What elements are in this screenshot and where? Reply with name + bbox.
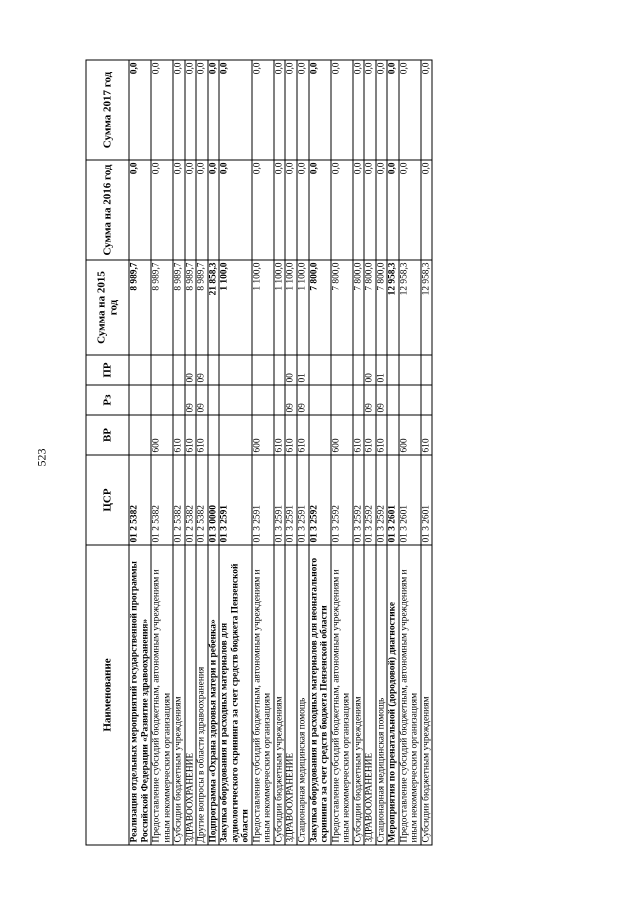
cell-vr: 610 xyxy=(296,415,308,455)
header-rz: Рз xyxy=(86,385,129,415)
budget-table xyxy=(85,59,432,845)
cell-sum-2015: 7 800,0 xyxy=(375,260,387,355)
cell-rz: 09 xyxy=(184,385,196,415)
cell-sum-2016: 0,0 xyxy=(151,160,173,260)
cell-sum-2017: 0,0 xyxy=(330,60,352,160)
cell-pr: 01 xyxy=(375,355,387,385)
cell-sum-2017: 0,0 xyxy=(219,60,252,160)
cell-name: Реализация отдельных мероприятий государственной программы Российской Федерации «Развитие здравоохранения» xyxy=(129,545,151,845)
cell-name: Подпрограмма «Охрана здоровья матери и ребенка» xyxy=(207,545,219,845)
cell-rz xyxy=(173,385,185,415)
cell-sum-2015: 21 858,3 xyxy=(207,260,219,355)
cell-sum-2017: 0,0 xyxy=(375,60,387,160)
cell-vr: 610 xyxy=(184,415,196,455)
cell-sum-2016: 0,0 xyxy=(375,160,387,260)
header-sum-2016: Сумма на 2016 год xyxy=(86,160,129,260)
header-name: Наименование xyxy=(86,545,129,845)
cell-sum-2017: 0,0 xyxy=(251,60,273,160)
table-row xyxy=(387,60,399,845)
cell-sum-2017: 0,0 xyxy=(207,60,219,160)
cell-pr xyxy=(251,355,273,385)
cell-name: Субсидии бюджетным учреждениям xyxy=(173,545,185,845)
cell-sum-2016: 0,0 xyxy=(398,160,420,260)
cell-sum-2015: 8 989,7 xyxy=(173,260,185,355)
cell-pr xyxy=(398,355,420,385)
cell-sum-2015: 1 100,0 xyxy=(251,260,273,355)
cell-csr: 01 3 2592 xyxy=(364,455,376,545)
cell-sum-2016: 0,0 xyxy=(219,160,252,260)
cell-vr: 600 xyxy=(251,415,273,455)
cell-sum-2015: 8 989,7 xyxy=(184,260,196,355)
header-csr: ЦСР xyxy=(86,455,129,545)
cell-sum-2016: 0,0 xyxy=(352,160,364,260)
cell-sum-2015: 8 989,7 xyxy=(196,260,208,355)
cell-csr: 01 2 5382 xyxy=(196,455,208,545)
cell-csr: 01 3 2601 xyxy=(398,455,420,545)
rotated-page xyxy=(85,60,555,845)
cell-sum-2016: 0,0 xyxy=(308,160,330,260)
cell-name: Стационарная медицинская помощь xyxy=(296,545,308,845)
cell-sum-2015: 1 100,0 xyxy=(296,260,308,355)
cell-sum-2016: 0,0 xyxy=(129,160,151,260)
cell-pr: 00 xyxy=(285,355,297,385)
cell-sum-2017: 0,0 xyxy=(273,60,285,160)
table-row xyxy=(173,60,185,845)
cell-vr xyxy=(219,415,252,455)
cell-csr: 01 3 2591 xyxy=(285,455,297,545)
cell-sum-2015: 7 800,0 xyxy=(308,260,330,355)
cell-rz xyxy=(352,385,364,415)
cell-vr: 600 xyxy=(398,415,420,455)
cell-rz xyxy=(308,385,330,415)
header-vr: ВР xyxy=(86,415,129,455)
cell-name: Субсидии бюджетным учреждениям xyxy=(420,545,432,845)
cell-rz xyxy=(387,385,399,415)
table-row xyxy=(219,60,252,845)
cell-csr: 01 3 2601 xyxy=(387,455,399,545)
cell-csr: 01 3 2601 xyxy=(420,455,432,545)
cell-name: Закупка оборудования и расходных материалов для аудиологического скрининга за счет средств бюджета Пензенской области xyxy=(219,545,252,845)
cell-name: Другие вопросы в области здравоохранения xyxy=(196,545,208,845)
cell-pr xyxy=(308,355,330,385)
cell-csr: 01 3 2592 xyxy=(375,455,387,545)
cell-sum-2017: 0,0 xyxy=(129,60,151,160)
cell-sum-2016: 0,0 xyxy=(420,160,432,260)
cell-rz: 09 xyxy=(364,385,376,415)
cell-vr: 600 xyxy=(151,415,173,455)
cell-pr: 01 xyxy=(296,355,308,385)
cell-sum-2016: 0,0 xyxy=(387,160,399,260)
cell-sum-2017: 0,0 xyxy=(308,60,330,160)
cell-sum-2016: 0,0 xyxy=(364,160,376,260)
cell-pr: 09 xyxy=(196,355,208,385)
table-row xyxy=(285,60,297,845)
cell-sum-2015: 1 100,0 xyxy=(273,260,285,355)
cell-name: Предоставление субсидий бюджетным, автономным учреждениям и иным некоммерческим организациям xyxy=(330,545,352,845)
cell-vr xyxy=(387,415,399,455)
cell-csr: 01 3 2592 xyxy=(308,455,330,545)
cell-vr: 610 xyxy=(364,415,376,455)
cell-sum-2015: 1 100,0 xyxy=(285,260,297,355)
cell-sum-2015: 7 800,0 xyxy=(330,260,352,355)
cell-name: ЗДРАВООХРАНЕНИЕ xyxy=(184,545,196,845)
cell-rz xyxy=(219,385,252,415)
header-pr: ПР xyxy=(86,355,129,385)
cell-sum-2017: 0,0 xyxy=(364,60,376,160)
cell-sum-2015: 1 100,0 xyxy=(219,260,252,355)
table-body xyxy=(129,60,432,845)
cell-sum-2017: 0,0 xyxy=(285,60,297,160)
cell-sum-2016: 0,0 xyxy=(196,160,208,260)
cell-csr: 01 3 2591 xyxy=(251,455,273,545)
cell-vr xyxy=(207,415,219,455)
cell-rz: 09 xyxy=(375,385,387,415)
cell-pr xyxy=(129,355,151,385)
cell-name: ЗДРАВООХРАНЕНИЕ xyxy=(364,545,376,845)
table-row xyxy=(184,60,196,845)
cell-sum-2017: 0,0 xyxy=(352,60,364,160)
table-row xyxy=(151,60,173,845)
cell-pr xyxy=(387,355,399,385)
cell-pr xyxy=(207,355,219,385)
table-row xyxy=(330,60,352,845)
cell-name: Предоставление субсидий бюджетным, автономным учреждениям и иным некоммерческим организациям xyxy=(398,545,420,845)
cell-sum-2015: 12 958,3 xyxy=(398,260,420,355)
cell-sum-2016: 0,0 xyxy=(184,160,196,260)
table-row xyxy=(196,60,208,845)
table-row xyxy=(129,60,151,845)
cell-sum-2017: 0,0 xyxy=(184,60,196,160)
cell-rz: 09 xyxy=(285,385,297,415)
header-sum-2017: Сумма 2017 год xyxy=(86,60,129,160)
table-row xyxy=(352,60,364,845)
table-row xyxy=(375,60,387,845)
cell-sum-2015: 12 958,3 xyxy=(420,260,432,355)
cell-vr: 610 xyxy=(375,415,387,455)
cell-name: Субсидии бюджетным учреждениям xyxy=(273,545,285,845)
cell-pr xyxy=(330,355,352,385)
table-row xyxy=(364,60,376,845)
cell-rz xyxy=(251,385,273,415)
cell-rz xyxy=(273,385,285,415)
cell-name: Субсидии бюджетным учреждениям xyxy=(352,545,364,845)
table-row xyxy=(308,60,330,845)
cell-rz xyxy=(129,385,151,415)
cell-vr: 600 xyxy=(330,415,352,455)
cell-vr: 610 xyxy=(196,415,208,455)
cell-name: Предоставление субсидий бюджетным, автономным учреждениям и иным некоммерческим организациям xyxy=(151,545,173,845)
cell-rz: 09 xyxy=(296,385,308,415)
table-row xyxy=(207,60,219,845)
cell-pr xyxy=(151,355,173,385)
cell-csr: 01 3 2591 xyxy=(296,455,308,545)
cell-sum-2015: 8 989,7 xyxy=(151,260,173,355)
cell-pr: 00 xyxy=(184,355,196,385)
cell-rz: 09 xyxy=(196,385,208,415)
cell-pr xyxy=(219,355,252,385)
cell-pr xyxy=(352,355,364,385)
table-row xyxy=(251,60,273,845)
cell-vr: 610 xyxy=(285,415,297,455)
cell-vr: 610 xyxy=(173,415,185,455)
cell-name: Предоставление субсидий бюджетным, автономным учреждениям и иным некоммерческим организациям xyxy=(251,545,273,845)
cell-sum-2017: 0,0 xyxy=(296,60,308,160)
cell-vr: 610 xyxy=(352,415,364,455)
cell-csr: 01 2 5382 xyxy=(129,455,151,545)
cell-sum-2016: 0,0 xyxy=(285,160,297,260)
cell-pr: 00 xyxy=(364,355,376,385)
cell-csr: 01 2 5382 xyxy=(151,455,173,545)
cell-pr xyxy=(173,355,185,385)
cell-sum-2017: 0,0 xyxy=(420,60,432,160)
cell-pr xyxy=(420,355,432,385)
cell-sum-2015: 7 800,0 xyxy=(352,260,364,355)
page-number: 523 xyxy=(34,448,49,467)
table-row xyxy=(420,60,432,845)
cell-rz xyxy=(207,385,219,415)
table-row xyxy=(296,60,308,845)
cell-sum-2015: 8 989,7 xyxy=(129,260,151,355)
cell-name: Стационарная медицинская помощь xyxy=(375,545,387,845)
cell-name: ЗДРАВООХРАНЕНИЕ xyxy=(285,545,297,845)
cell-csr: 01 3 2592 xyxy=(352,455,364,545)
table-row xyxy=(273,60,285,845)
cell-csr: 01 2 5382 xyxy=(184,455,196,545)
cell-name: Мероприятия по пренатальной (дородовой) диагностике xyxy=(387,545,399,845)
cell-rz xyxy=(151,385,173,415)
cell-vr: 610 xyxy=(420,415,432,455)
cell-csr: 01 3 2591 xyxy=(219,455,252,545)
cell-sum-2016: 0,0 xyxy=(173,160,185,260)
table-header-row xyxy=(86,60,129,845)
cell-vr xyxy=(129,415,151,455)
cell-sum-2016: 0,0 xyxy=(273,160,285,260)
cell-vr xyxy=(308,415,330,455)
cell-sum-2017: 0,0 xyxy=(398,60,420,160)
cell-sum-2016: 0,0 xyxy=(207,160,219,260)
cell-sum-2016: 0,0 xyxy=(251,160,273,260)
header-sum-2015: Сумма на 2015 год xyxy=(86,260,129,355)
table-row xyxy=(398,60,420,845)
cell-sum-2016: 0,0 xyxy=(330,160,352,260)
cell-csr: 01 3 2592 xyxy=(330,455,352,545)
cell-rz xyxy=(420,385,432,415)
cell-sum-2017: 0,0 xyxy=(151,60,173,160)
cell-sum-2017: 0,0 xyxy=(387,60,399,160)
cell-rz xyxy=(330,385,352,415)
cell-sum-2017: 0,0 xyxy=(196,60,208,160)
cell-csr: 01 2 5382 xyxy=(173,455,185,545)
cell-sum-2017: 0,0 xyxy=(173,60,185,160)
cell-sum-2015: 7 800,0 xyxy=(364,260,376,355)
cell-vr: 610 xyxy=(273,415,285,455)
cell-sum-2015: 12 958,3 xyxy=(387,260,399,355)
cell-csr: 01 3 2591 xyxy=(273,455,285,545)
cell-pr xyxy=(273,355,285,385)
cell-sum-2016: 0,0 xyxy=(296,160,308,260)
cell-rz xyxy=(398,385,420,415)
cell-name: Закупка оборудования и расходных материалов для неонатального скрининга за счет средств бюджета Пензенской области xyxy=(308,545,330,845)
cell-csr: 01 3 0000 xyxy=(207,455,219,545)
